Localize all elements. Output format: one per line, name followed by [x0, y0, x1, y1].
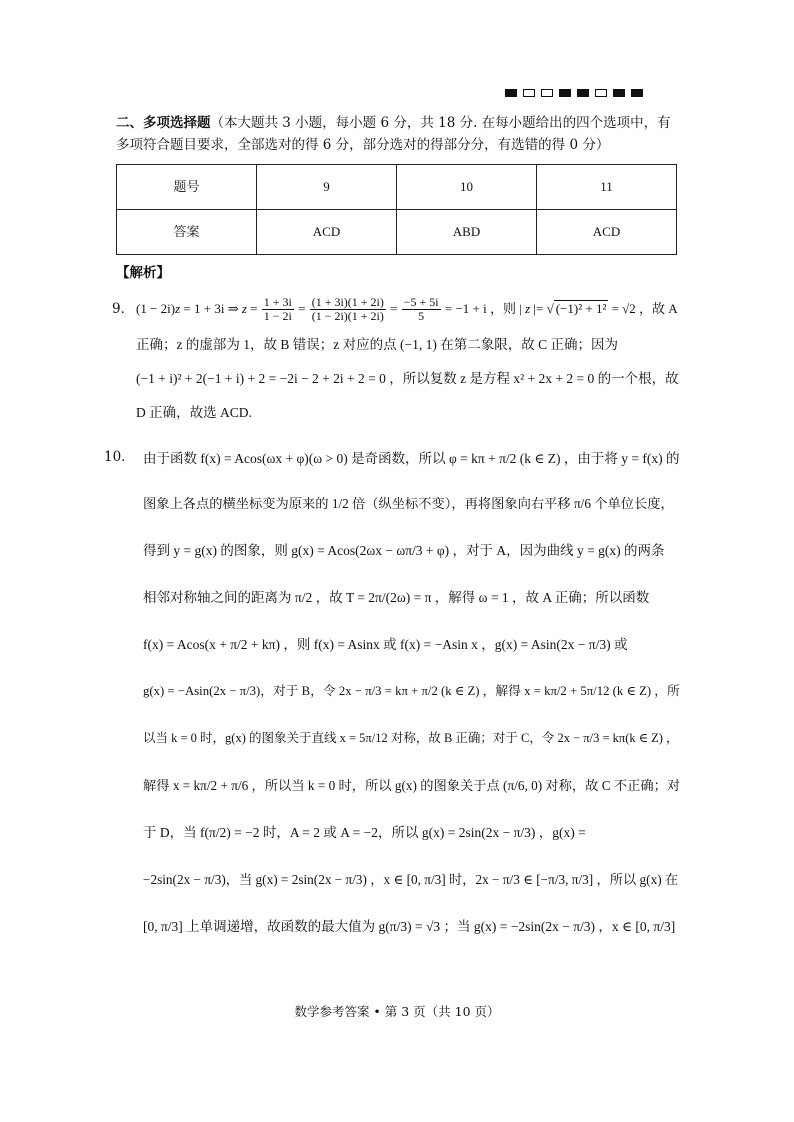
solution-line: 得到 y = g(x) 的图象，则 g(x) = Acos(2ωx − ωπ/3 + φ) ，对于 A，因为曲线 y = g(x) 的两条 — [143, 542, 665, 558]
solution-line: (1 − 2i)z = 1 + 3i ⇒ z = $\frac{1 + 3i}{1 - 2i}$ = $\frac{(1 + 3i)(1 + 2i)}{(1 - 2i)(1 + 2i)}$ = $\frac{-5 + 5i}{5}$ = −1 + i ，则 | z |= √ (−1)² + 1² = √2 ，故 A — [136, 294, 678, 324]
solution-line: 相邻对称轴之间的距离为 π/2 ，故 T = 2π/(2ω) = π ，解得 ω = 1 ，故 A 正确；所以函数 — [143, 589, 650, 605]
solution-line: f(x) = Acos(x + π/2 + kπ) ，则 f(x) = Asinx 或 f(x) = −Asin x ，g(x) = Asin(2x − π/3) 或 — [143, 636, 628, 652]
solution-line: 图象上各点的横坐标变为原来的 1/2 倍（纵坐标不变），再将图象向右平移 π/6 个单位长度， — [143, 495, 674, 511]
analysis-label: 【解析】 — [116, 264, 170, 281]
header-mark — [541, 89, 553, 97]
header-marks — [505, 89, 643, 97]
header-mark — [577, 89, 589, 97]
page-footer: 数学参考答案 • 第 3 页（共 10 页） — [294, 1004, 500, 1019]
solution-line: 于 D，当 f(π/2) = −2 时，A = 2 或 A = −2，所以 g(x) = 2sin(2x − π/3) ，g(x) = — [143, 824, 586, 840]
solution-line: D 正确，故选 ACD. — [136, 404, 252, 420]
question-number: 11 — [537, 164, 677, 209]
solution-line: 由于函数 f(x) = Acos(ωx + φ)(ω > 0) 是奇函数，所以 φ = kπ + π/2 (k ∈ Z) ，由于将 y = f(x) 的 — [143, 450, 680, 466]
solution-line: −2sin(2x − π/3)，当 g(x) = 2sin(2x − π/3) ，x ∈ [0, π/3] 时，2x − π/3 ∈ [−π/3, π/3] ，所以 g(x) 在 — [143, 871, 679, 887]
header-mark — [631, 89, 643, 97]
header-mark — [559, 89, 571, 97]
question-number: 9 — [257, 164, 397, 209]
header-mark — [613, 89, 625, 97]
question-10-solution — [104, 438, 682, 950]
solution-line: [0, π/3] 上单调递增，故函数的最大值为 g(π/3) = √3 ；当 g(x) = −2sin(2x − π/3) ，x ∈ [0, π/3] — [143, 918, 676, 934]
page-content — [104, 112, 682, 950]
fraction: $\frac{-5 + 5i}{5}$ — [403, 294, 439, 324]
question-number: 10 — [397, 164, 537, 209]
answer-cell: ACD — [257, 209, 397, 254]
header-mark — [505, 89, 517, 97]
fraction: $\frac{(1 + 3i)(1 + 2i)}{(1 - 2i)(1 + 2i)}$ — [311, 294, 384, 324]
solution-line: 正确；z 的虚部为 1，故 B 错误；z 对应的点 (−1, 1) 在第二象限，故 C 正确；因为 — [136, 336, 618, 352]
section-title: 二、多项选择题 — [116, 115, 211, 131]
solution-line: 解得 x = kπ/2 + π/6 ，所以当 k = 0 时，所以 g(x) 的图象关于点 (π/6, 0) 对称，故 C 不正确；对 — [143, 777, 681, 793]
answer-cell: ACD — [537, 209, 677, 254]
section-heading — [116, 112, 682, 157]
section-description: （本大题共 3 小题，每小题 6 分，共 18 分. 在每小题给出的四个选项中，有多项符合题目要求，全部选对的得 6 分，部分选对的得部分分，有选错的得 0 分） — [116, 115, 671, 154]
table-row — [117, 209, 677, 254]
row-label-number: 题号 — [117, 164, 257, 209]
table-row — [117, 164, 677, 209]
fraction: $\frac{1 + 3i}{1 - 2i}$ — [263, 294, 292, 324]
answer-cell: ABD — [397, 209, 537, 254]
solution-line: 以当 k = 0 时，g(x) 的图象关于直线 x = 5π/12 对称，故 B 正确；对于 C，令 2x − π/3 = kπ(k ∈ Z) ， — [143, 730, 679, 745]
header-mark — [595, 89, 607, 97]
row-label-answer: 答案 — [117, 209, 257, 254]
question-9-solution — [112, 290, 682, 430]
answer-table — [116, 164, 677, 255]
question-number-label: 10． — [104, 448, 135, 465]
solution-line: g(x) = −Asin(2x − π/3)，对于 B，令 2x − π/3 = kπ + π/2 (k ∈ Z) ，解得 x = kπ/2 + 5π/12 (k ∈ Z) ，所 — [143, 683, 680, 698]
question-number-label: 9． — [112, 300, 135, 317]
header-mark — [523, 89, 535, 97]
solution-line: (−1 + i)² + 2(−1 + i) + 2 = −2i − 2 + 2i + 2 = 0 ，所以复数 z 是方程 x² + 2x + 2 = 0 的一个根，故 — [136, 370, 679, 386]
